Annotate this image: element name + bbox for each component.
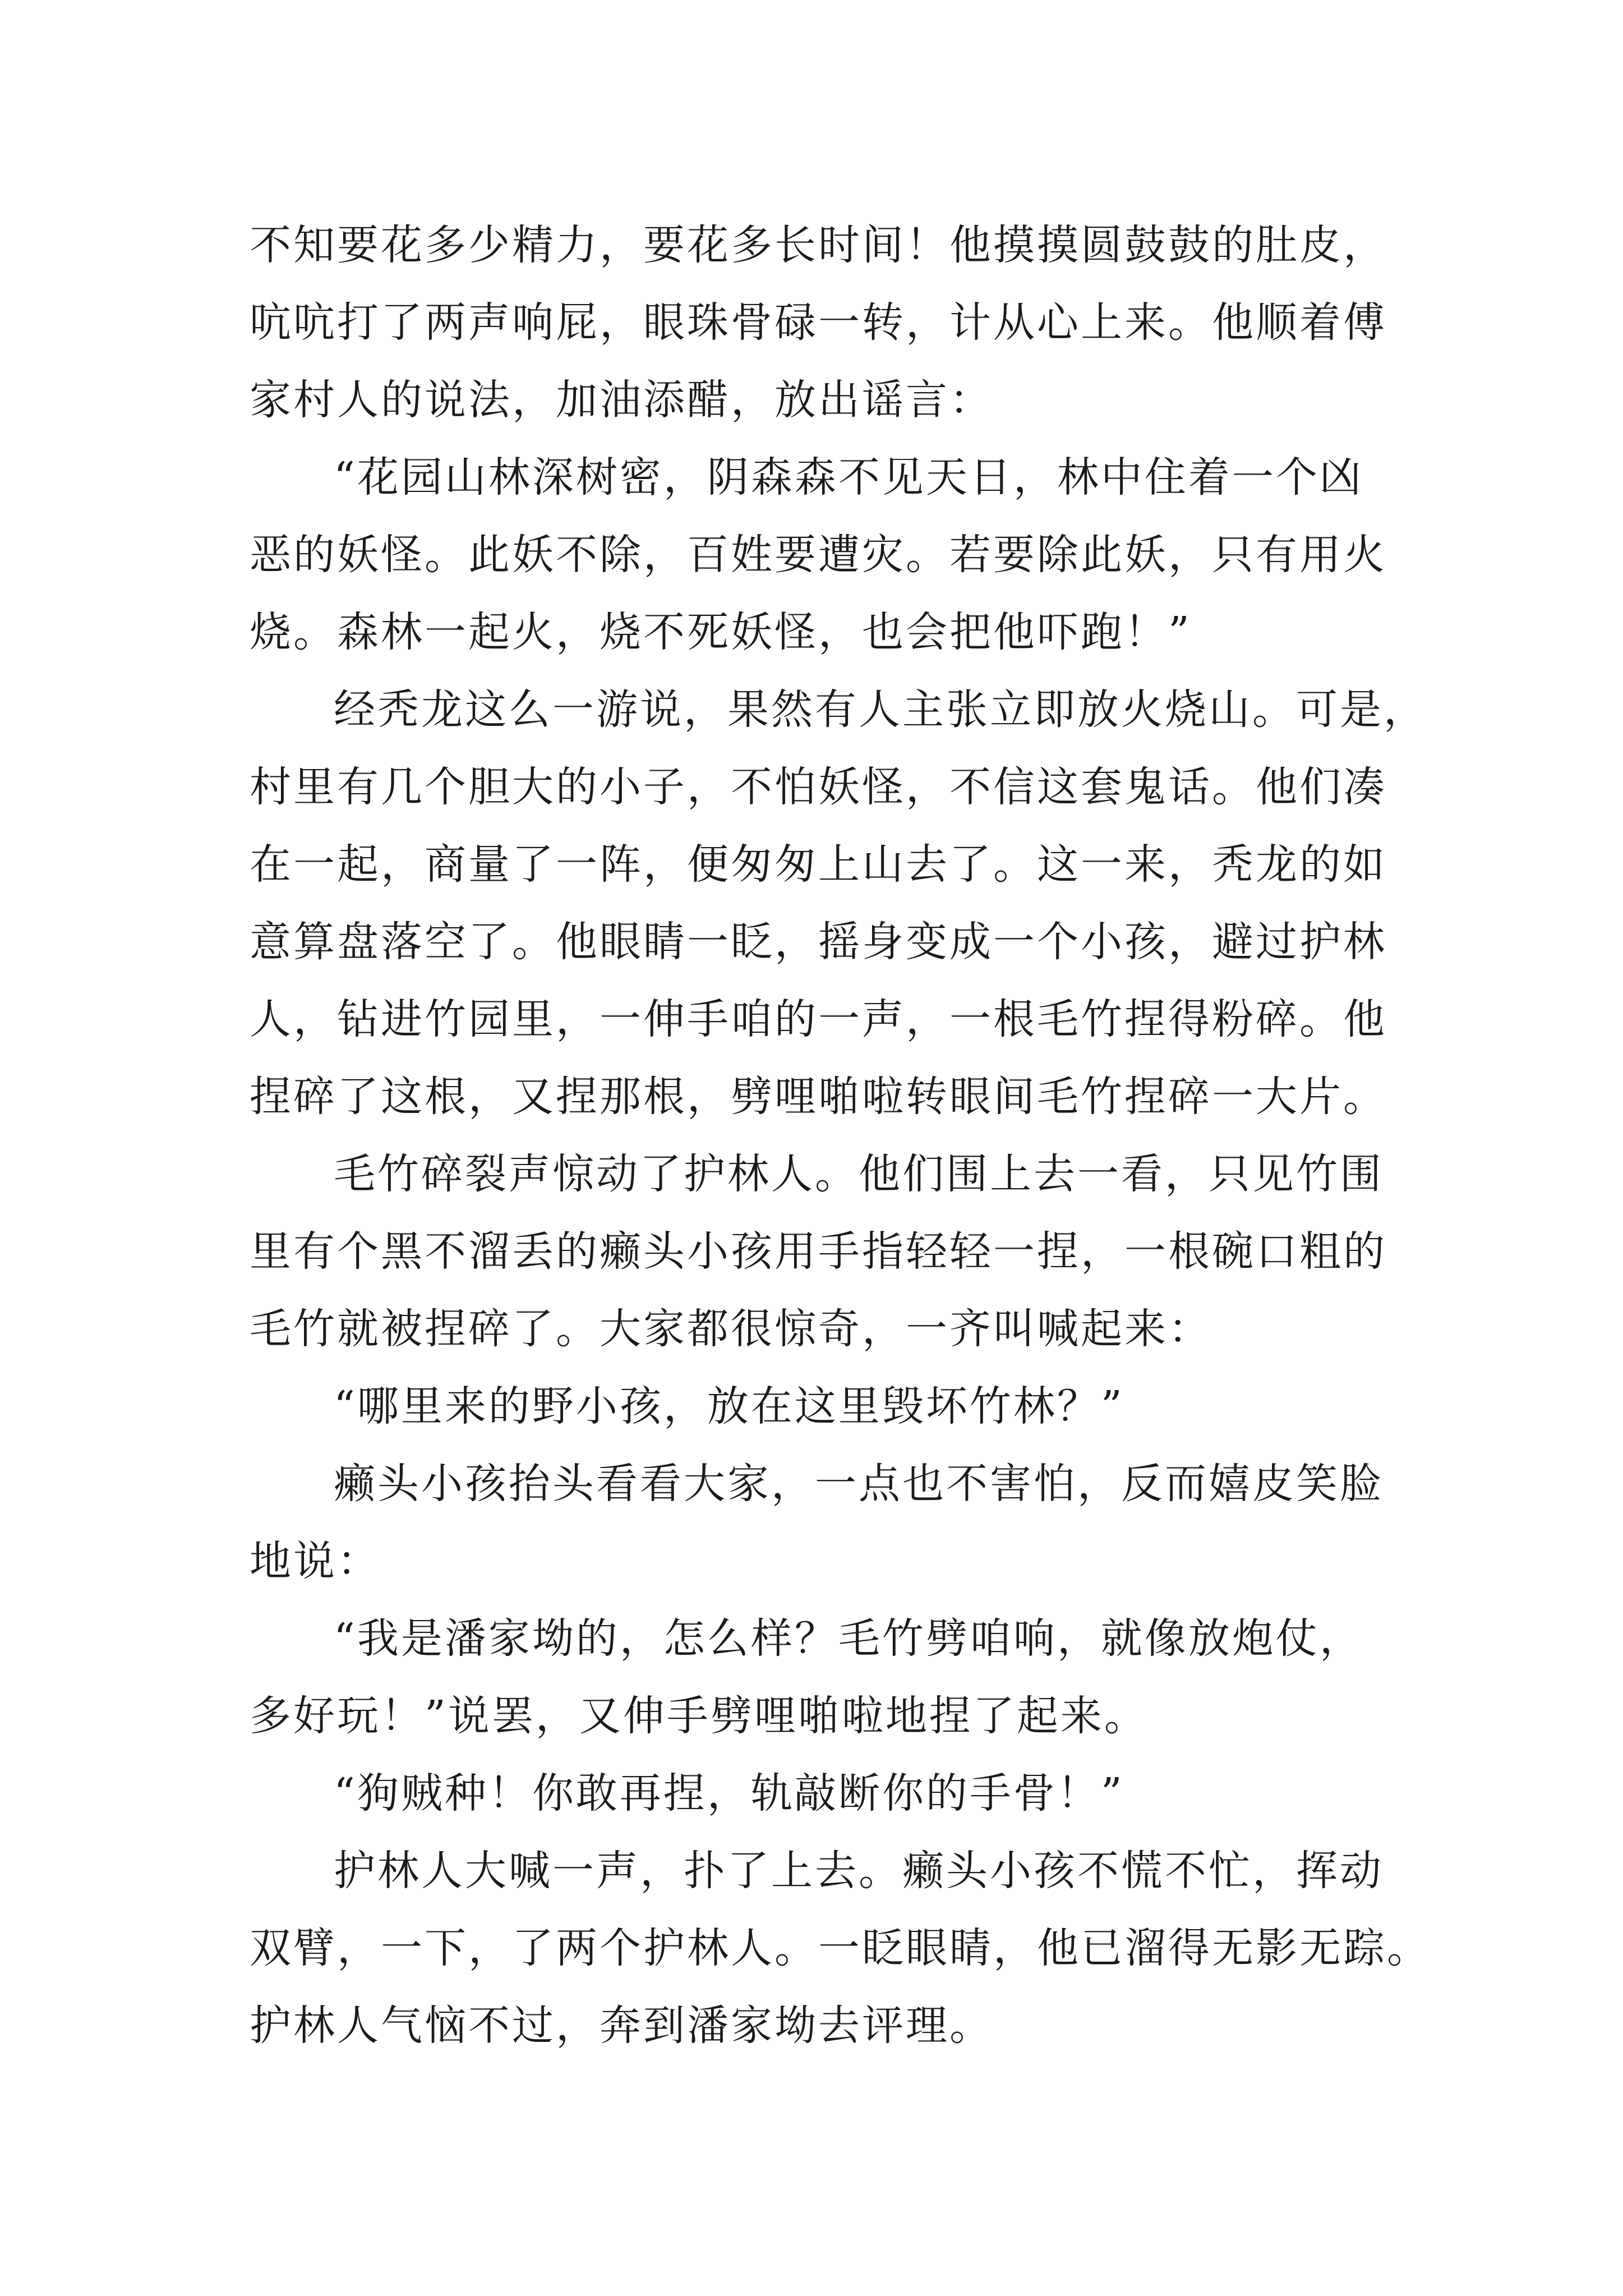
text-line: 不知要花多少精力，要花多长时间！他摸摸圆鼓鼓的肚皮，	[250, 221, 1387, 269]
text-line: “花园山林深树密，阴森森不见天日，林中住着一个凶	[334, 453, 1363, 501]
text-line: 村里有几个胆大的小子，不怕妖怪，不信这套鬼话。他们凑	[250, 763, 1387, 811]
text-line: 意算盘落空了。他眼睛一眨，摇身变成一个小孩，避过护林	[250, 918, 1387, 966]
text-line: “我是潘家坳的，怎么样？毛竹劈咱响，就像放炮仗，	[334, 1614, 1363, 1663]
text-line: 护林人气恼不过，奔到潘家坳去评理。	[250, 2001, 993, 2050]
text-line: 护林人大喊一声，扑了上去。癞头小孩不慌不忙，挥动	[334, 1847, 1384, 1895]
body-text	[250, 206, 1431, 2064]
text-line: 捏碎了这根，又捏那根，劈哩啪啦转眼间毛竹捏碎一大片。	[250, 1073, 1387, 1121]
text-line: 家村人的说法，加油添醋，放出谣言：	[250, 376, 993, 424]
text-line: “狗贼种！你敢再捏，轨敲断你的手骨！”	[334, 1769, 1124, 1818]
text-line: 毛竹碎裂声惊动了护林人。他们围上去一看，只见竹围	[334, 1150, 1384, 1198]
text-line: 经秃龙这么一游说，果然有人主张立即放火烧山。可是，	[334, 685, 1427, 734]
text-line: 在一起，商量了一阵，便匆匆上山去了。这一来，秃龙的如	[250, 840, 1387, 889]
text-line: “哪里来的野小孩，放在这里毁坏竹林？”	[334, 1382, 1124, 1430]
text-line: 双臂，一下，了两个护林人。一眨眼睛，他已溜得无影无踪。	[250, 1924, 1431, 1972]
text-line: 癞头小孩抬头看看大家，一点也不害怕，反而嬉皮笑脸	[334, 1460, 1384, 1508]
text-line: 地说：	[250, 1537, 381, 1585]
text-line: 里有个黑不溜丢的癞头小孩用手指轻轻一捏，一根碗口粗的	[250, 1227, 1387, 1276]
text-line: 烧。森林一起火，烧不死妖怪，也会把他吓跑！”	[250, 608, 1192, 656]
text-line: 人，钻进竹园里，一伸手咱的一声，一根毛竹捏得粉碎。他	[250, 995, 1387, 1043]
text-line: 多好玩！”说罢，又伸手劈哩啪啦地捏了起来。	[250, 1692, 1148, 1740]
text-line: 吭吭打了两声响屁，眼珠骨碌一转，计从心上来。他顺着傅	[250, 298, 1387, 347]
text-line: 恶的妖怪。此妖不除，百姓要遭灾。若要除此妖，只有用火	[250, 531, 1387, 579]
text-line: 毛竹就被捏碎了。大家都很惊奇，一齐叫喊起来：	[250, 1305, 1212, 1353]
